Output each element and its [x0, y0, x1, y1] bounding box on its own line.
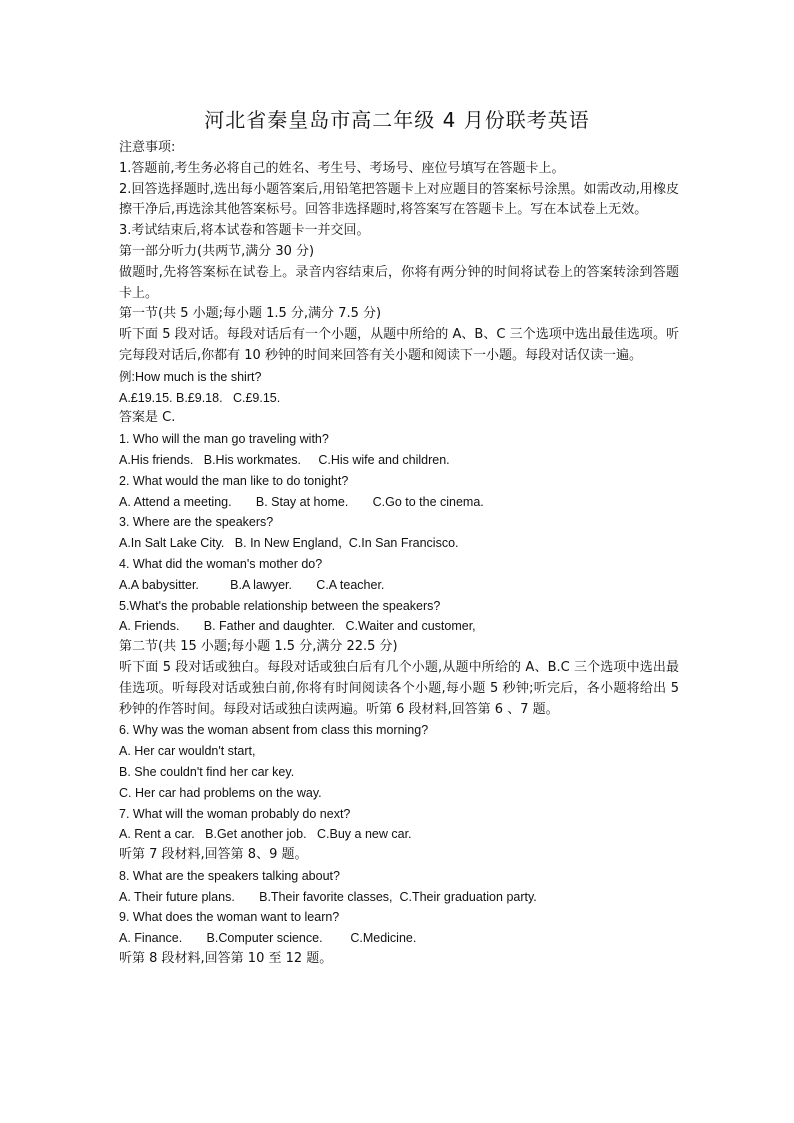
question-3: 3. Where are the speakers? [119, 515, 274, 530]
section1-heading: 第一节(共 5 小题;每小题 1.5 分,满分 7.5 分) [119, 306, 382, 322]
question-9: 9. What does the woman want to learn? [119, 910, 340, 925]
example-options: A.£19.15. B.£9.18. C.£9.15. [119, 390, 281, 405]
question-8: 8. What are the speakers talking about? [119, 868, 340, 883]
example-question: 例:How much is the shirt? [119, 369, 262, 384]
material-7-note: 听第 7 段材料,回答第 8、9 题。 [119, 847, 308, 863]
section1-instruction: 听下面 5 段对话。每段对话后有一个小题，从题中所给的 A、B、C 三个选项中选出最佳选项。听完每段对话后,你都有 10 秒钟的时间来回答有关小题和阅读下一小题。每段对话仅读一遍。 [119, 327, 679, 363]
material-8-note: 听第 8 段材料,回答第 10 至 12 题。 [119, 951, 333, 967]
question-4: 4. What did the woman's mother do? [119, 556, 323, 571]
page-title: 河北省秦皇岛市高二年级 4 月份联考英语 [204, 108, 590, 132]
question-6-option-c: C. Her car had problems on the way. [119, 785, 322, 800]
question-1-options: A.His friends. B.His workmates. C.His wife and children. [119, 452, 450, 467]
question-7: 7. What will the woman probably do next? [119, 806, 351, 821]
notice-heading: 注意事项: [119, 140, 176, 155]
notice-item-3: 3.考试结束后,将本试卷和答题卡一并交回。 [119, 223, 370, 239]
exam-content [119, 138, 679, 970]
question-3-options: A.In Salt Lake City. B. In New England, C.In San Francisco. [119, 536, 459, 551]
notice-item-1: 1.答题前,考生务必将自己的姓名、考生号、考场号、座位号填写在答题卡上。 [119, 160, 565, 176]
question-2-options: A. Attend a meeting. B. Stay at home. C.Go to the cinema. [119, 494, 484, 509]
example-answer: 答案是 C. [119, 410, 176, 426]
notice-item-2: 2.回答选择题时,选出每小题答案后,用铅笔把答题卡上对应题目的答案标号涂黑。如需改动,用橡皮擦干净后,再选涂其他答案标号。回答非选择题时,将答案写在答题卡上。写在本试卷上无效。 [119, 181, 679, 218]
part1-instruction: 做题时,先将答案标在试卷上。录音内容结束后，你将有两分钟的时间将试卷上的答案转涂到答题卡上。 [119, 264, 679, 301]
question-4-options: A.A babysitter. B.A lawyer. C.A teacher. [119, 577, 385, 592]
section2-heading: 第二节(共 15 小题;每小题 1.5 分,满分 22.5 分) [119, 639, 398, 655]
question-5-options: A. Friends. B. Father and daughter. C.Waiter and customer, [119, 619, 476, 634]
question-6-option-b: B. She couldn't find her car key. [119, 764, 295, 779]
question-1: 1. Who will the man go traveling with? [119, 432, 329, 447]
question-9-options: A. Finance. B.Computer science. C.Medicine. [119, 931, 417, 946]
question-8-options: A. Their future plans. B.Their favorite classes, C.Their graduation party. [119, 889, 537, 904]
question-6: 6. Why was the woman absent from class this morning? [119, 723, 429, 738]
question-5: 5.What's the probable relationship between the speakers? [119, 598, 441, 613]
question-2: 2. What would the man like to do tonight? [119, 473, 349, 488]
section2-instruction: 听下面 5 段对话或独白。每段对话或独白后有几个小题,从题中所给的 A、B.C 三个选项中选出最佳选项。听每段对话或独白前,你将有时间阅读各个小题,每小题 5 秒钟;听完后，各小题将给出 5 秒钟的作答时间。每段对话或独白读两遍。听第 6 段材料,回答第 6 、7 题。 [119, 659, 679, 717]
question-7-options: A. Rent a car. B.Get another job. C.Buy a new car. [119, 827, 412, 842]
part1-heading: 第一部分听力(共两节,满分 30 分) [119, 243, 315, 259]
question-6-option-a: A. Her car wouldn't start, [119, 744, 256, 759]
